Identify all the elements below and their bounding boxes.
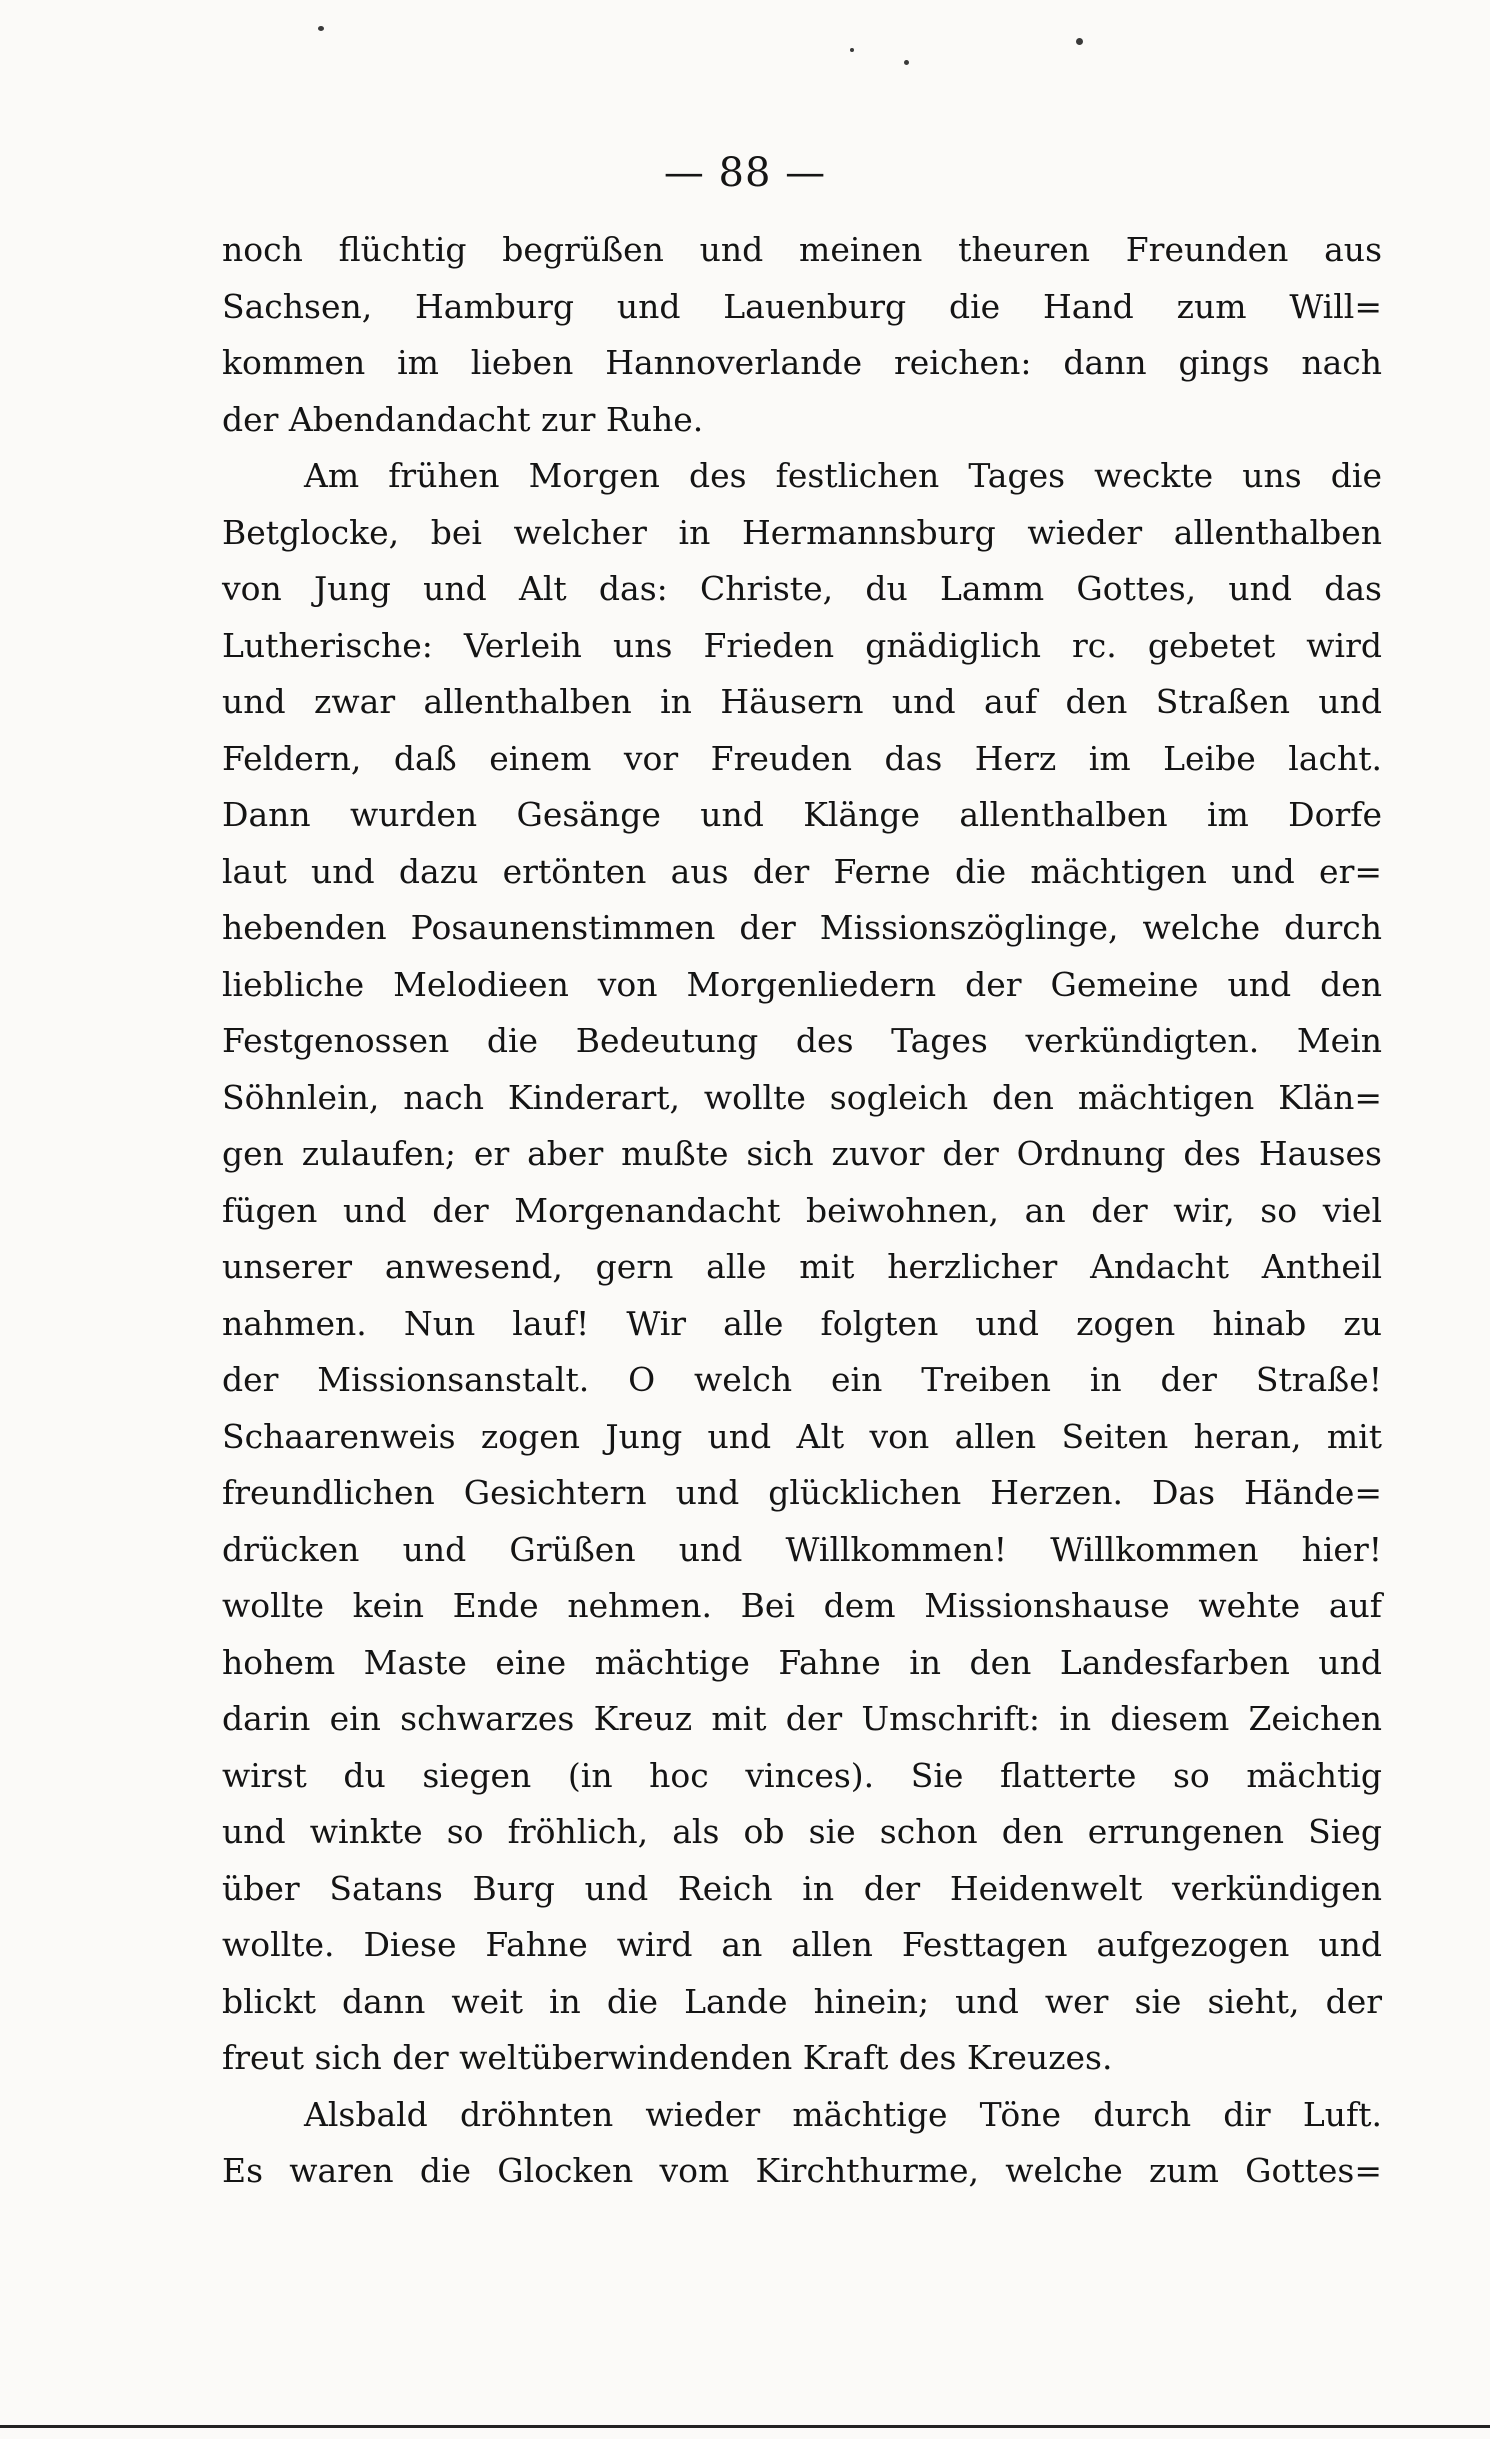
print-speck [904, 60, 909, 65]
scan-edge-line [0, 2425, 1490, 2428]
text-line: wirst du siegen (in hoc vinces). Sie flatterte so mächtig [222, 1755, 1382, 1795]
text-line: über Satans Burg und Reich in der Heidenwelt verkündigen [222, 1868, 1382, 1908]
print-speck [1076, 38, 1083, 45]
body-text [222, 222, 1382, 2200]
text-line: der Abendandacht zur Ruhe. [222, 399, 704, 439]
text-line: freundlichen Gesichtern und glücklichen Herzen. Das Hände= [222, 1473, 1382, 1512]
text-line: von Jung und Alt das: Christe, du Lamm Gottes, und das [222, 569, 1382, 608]
text-line: noch flüchtig begrüßen und meinen theuren Freunden aus [222, 230, 1382, 269]
text-line: Söhnlein, nach Kinderart, wollte sogleich den mächtigen Klän= [222, 1077, 1382, 1117]
text-line: Alsbald dröhnten wieder mächtige Töne durch dir Luft. [304, 2094, 1382, 2134]
page-number: — 88 — [663, 150, 827, 196]
text-line: und zwar allenthalben in Häusern und auf den Straßen und [222, 682, 1382, 721]
text-line: kommen im lieben Hannoverlande reichen: dann gings nach [222, 343, 1382, 382]
text-line: Dann wurden Gesänge und Klänge allenthalben im Dorfe [222, 795, 1382, 834]
text-line: Lutherische: Verleih uns Frieden gnädiglich rc. gebetet wird [222, 625, 1382, 665]
text-line: wollte. Diese Fahne wird an allen Festtagen aufgezogen und [222, 1925, 1382, 1964]
text-line: freut sich der weltüberwindenden Kraft des Kreuzes. [222, 2038, 1113, 2077]
text-line: wollte kein Ende nehmen. Bei dem Missionshause wehte auf [222, 1586, 1382, 1625]
text-line: gen zulaufen; er aber mußte sich zuvor der Ordnung des Hauses [222, 1134, 1382, 1173]
text-line: und winkte so fröhlich, als ob sie schon den errungenen Sieg [222, 1812, 1382, 1851]
text-line: Betglocke, bei welcher in Hermannsburg wieder allenthalben [222, 512, 1382, 552]
text-line: Schaarenweis zogen Jung und Alt von allen Seiten heran, mit [222, 1416, 1382, 1456]
print-speck [318, 26, 324, 31]
text-line: hebenden Posaunenstimmen der Missionszöglinge, welche durch [222, 908, 1382, 947]
text-line: Es waren die Glocken vom Kirchthurme, welche zum Gottes= [222, 2151, 1382, 2190]
text-line: Festgenossen die Bedeutung des Tages verkündigten. Mein [222, 1021, 1382, 1060]
text-line: Sachsen, Hamburg und Lauenburg die Hand zum Will= [222, 286, 1382, 326]
text-line: fügen und der Morgenandacht beiwohnen, an der wir, so viel [222, 1190, 1382, 1230]
print-speck [850, 48, 854, 52]
text-line: Feldern, daß einem vor Freuden das Herz im Leibe lacht. [222, 738, 1382, 778]
text-line: der Missionsanstalt. O welch ein Treiben in der Straße! [222, 1360, 1382, 1399]
text-line: drücken und Grüßen und Willkommen! Willkommen hier! [222, 1529, 1382, 1569]
text-line: hohem Maste eine mächtige Fahne in den Landesfarben und [222, 1642, 1382, 1682]
text-line: unserer anwesend, gern alle mit herzlicher Andacht Antheil [222, 1247, 1382, 1286]
text-line: darin ein schwarzes Kreuz mit der Umschrift: in diesem Zeichen [222, 1699, 1382, 1738]
text-line: nahmen. Nun lauf! Wir alle folgten und zogen hinab zu [222, 1303, 1382, 1343]
text-line: liebliche Melodieen von Morgenliedern der Gemeine und den [222, 964, 1382, 1004]
text-line: blickt dann weit in die Lande hinein; und wer sie sieht, der [222, 1981, 1382, 2021]
text-line: Am frühen Morgen des festlichen Tages weckte uns die [304, 456, 1382, 495]
text-line: laut und dazu ertönten aus der Ferne die mächtigen und er= [222, 851, 1382, 891]
